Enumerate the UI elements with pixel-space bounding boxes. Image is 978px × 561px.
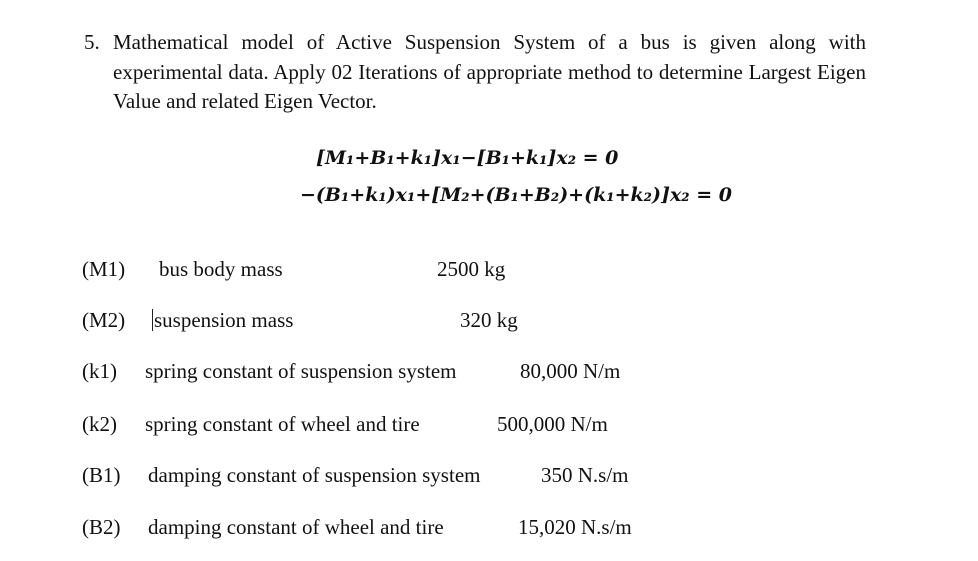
question-text: Mathematical model of Active Suspension System of a bus is given along with experimental data. Apply 02 Iterations of appropriate method to determine Largest Eigen Value and related Eigen Vector. — [113, 30, 866, 113]
text-cursor — [152, 309, 153, 331]
param-m1-value: 2500 kg — [437, 257, 506, 281]
param-k2-value: 500,000 N/m — [497, 412, 608, 436]
question-block — [84, 28, 866, 117]
param-m2-value: 320 kg — [460, 308, 518, 332]
param-b2-description: damping constant of wheel and tire — [148, 515, 444, 539]
param-m2-description: suspension mass — [154, 308, 294, 332]
param-b2-value: 15,020 N.s/m — [518, 515, 632, 539]
param-k2-description: spring constant of wheel and tire — [145, 412, 420, 436]
param-k1-value: 80,000 N/m — [520, 359, 621, 383]
param-k2-symbol: (k2) — [82, 412, 117, 436]
param-k1-symbol: (k1) — [82, 359, 117, 383]
param-m2-symbol: (M2) — [82, 308, 126, 332]
param-k1-description: spring constant of suspension system — [145, 359, 457, 383]
equation-1: [M₁+B₁+k₁]x₁−[B₁+k₁]x₂ = 0 — [316, 147, 619, 169]
param-m1-description: bus body mass — [159, 257, 283, 281]
param-m1-symbol: (M1) — [82, 257, 126, 281]
equation-2: −(B₁+k₁)x₁+[M₂+(B₁+B₂)+(k₁+k₂)]x₂ = 0 — [300, 184, 732, 206]
param-b2-symbol: (B2) — [82, 515, 121, 539]
param-b1-symbol: (B1) — [82, 463, 121, 487]
param-b1-description: damping constant of suspension system — [148, 463, 481, 487]
question-number: 5. — [84, 30, 100, 54]
param-m2-description-wrap[interactable] — [152, 308, 293, 333]
param-b1-value: 350 N.s/m — [541, 463, 629, 487]
